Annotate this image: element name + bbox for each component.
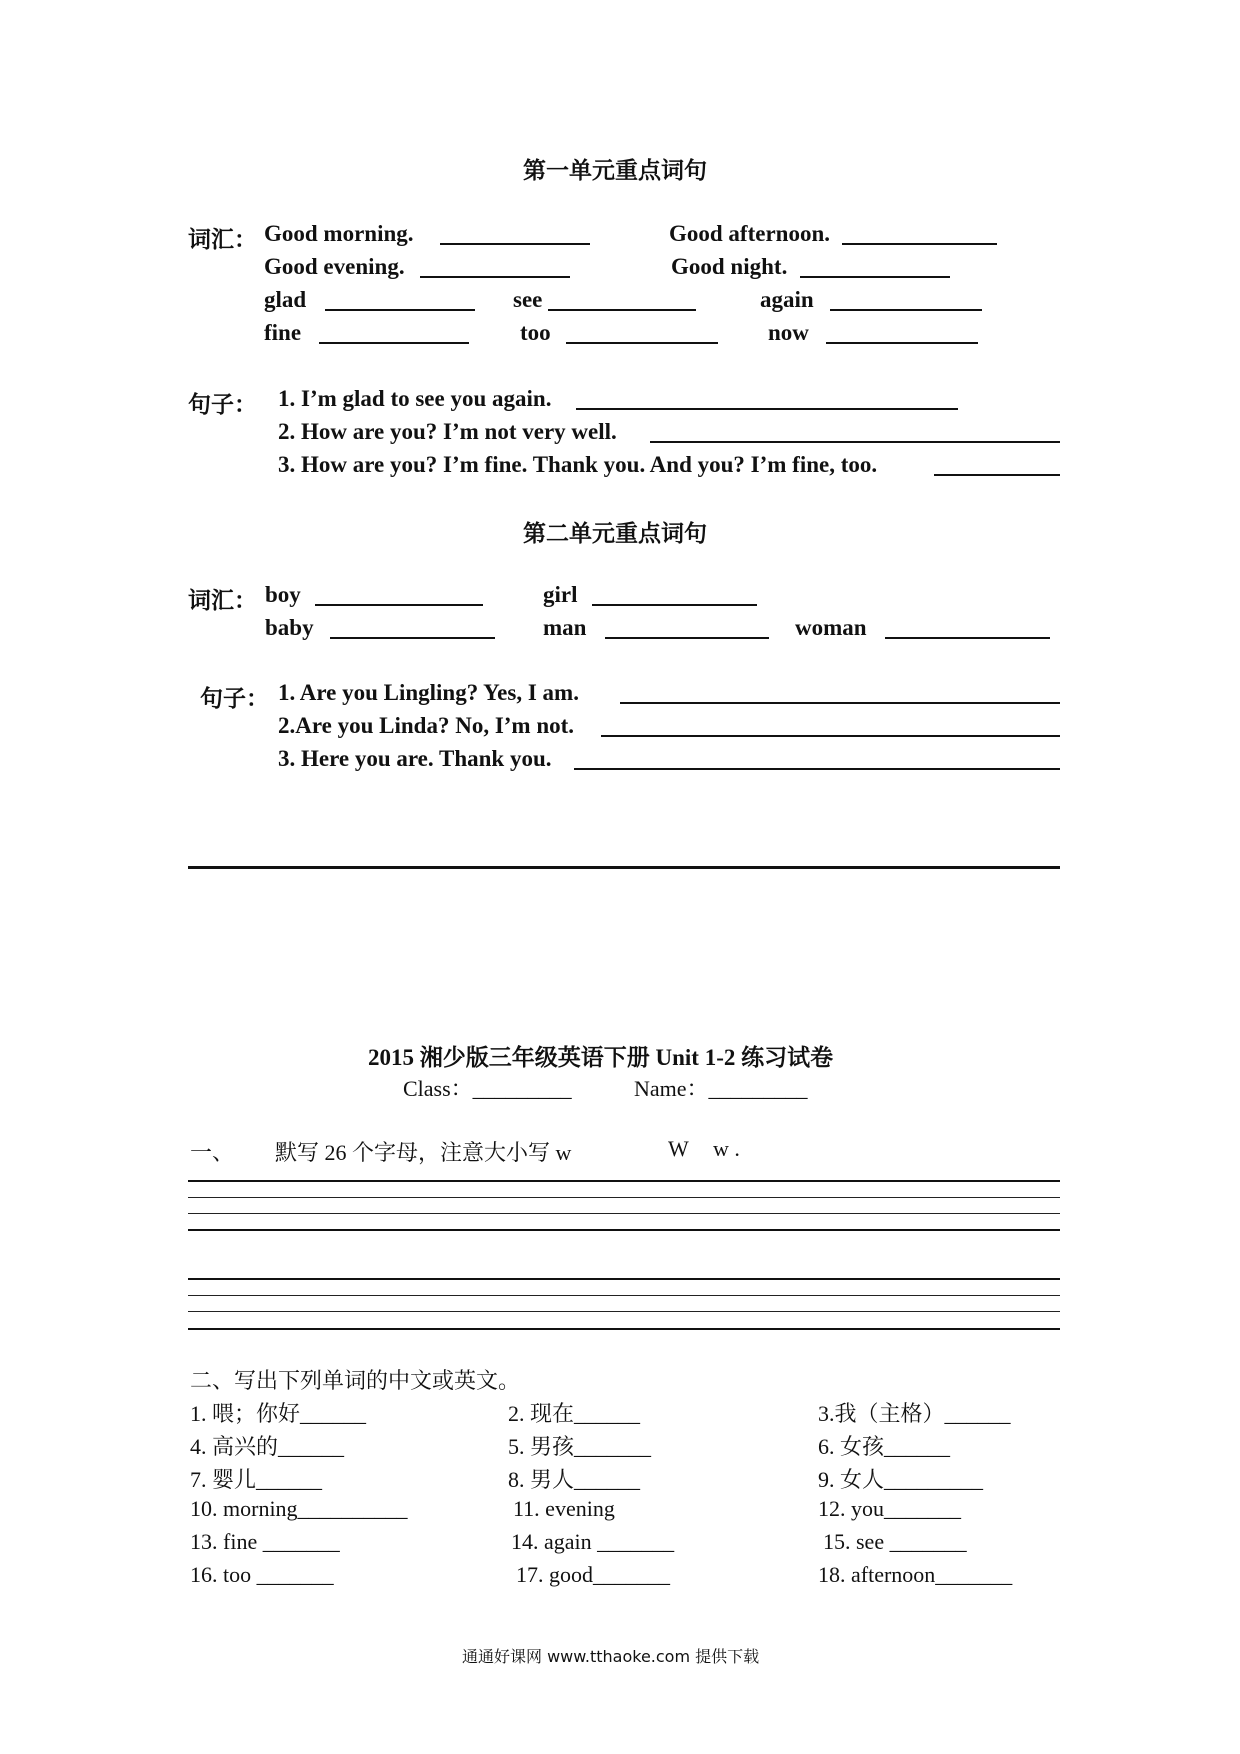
section1-example-upper: W	[668, 1136, 689, 1161]
list-item: 14. again _______	[511, 1529, 675, 1554]
list-item: 2. 现在______	[508, 1401, 641, 1426]
list-item: 11. evening	[513, 1496, 615, 1521]
section1-example-lower: w .	[713, 1136, 740, 1161]
writing-line[interactable]	[188, 1213, 1060, 1214]
section2-title: 二、写出下列单词的中文或英文。	[190, 1368, 521, 1393]
unit2-sentence-label: 句子：	[200, 686, 269, 711]
word-fine: fine	[264, 320, 302, 345]
unit1-vocab-label: 词汇：	[188, 227, 257, 252]
unit1-sentence-2: 2. How are you? I’m not very well.	[278, 419, 617, 444]
unit1-sentence-1: 1. I’m glad to see you again.	[278, 386, 552, 411]
unit2-sentence-2: 2.Are you Linda? No, I’m not.	[278, 713, 575, 738]
blank-good-morning[interactable]	[440, 243, 590, 245]
unit2-sentence-3: 3. Here you are. Thank you.	[278, 746, 552, 771]
blank-too[interactable]	[566, 342, 718, 344]
list-item: 7. 婴儿______	[190, 1467, 323, 1492]
list-item: 1. 喂；你好______	[190, 1401, 367, 1426]
blank-unit2-sentence-2[interactable]	[601, 735, 1060, 737]
blank-good-evening[interactable]	[420, 276, 570, 278]
writing-line[interactable]	[188, 1311, 1060, 1312]
blank-unit1-sentence-3[interactable]	[934, 474, 1060, 476]
unit1-sentence-label: 句子：	[188, 392, 257, 417]
name-label: Name：_________	[634, 1076, 808, 1101]
unit1-title: 第一单元重点词句	[523, 158, 707, 183]
section1-instruction: 默写 26 个字母，注意大小写 w	[275, 1140, 572, 1165]
word-good-afternoon: Good afternoon.	[669, 221, 830, 246]
list-item: 8. 男人______	[508, 1467, 641, 1492]
blank-fine[interactable]	[319, 342, 469, 344]
list-item: 15. see _______	[823, 1529, 967, 1554]
word-glad: glad	[264, 287, 307, 312]
list-item: 16. too _______	[190, 1562, 334, 1587]
word-too: too	[520, 320, 551, 345]
blank-good-night[interactable]	[800, 276, 950, 278]
list-item: 4. 高兴的______	[190, 1434, 345, 1459]
word-good-night: Good night.	[671, 254, 788, 279]
list-item: 6. 女孩______	[818, 1434, 951, 1459]
blank-unit2-sentence-1[interactable]	[620, 702, 1060, 704]
blank-woman[interactable]	[885, 637, 1050, 639]
word-again: again	[760, 287, 814, 312]
list-item: 13. fine _______	[190, 1529, 340, 1554]
writing-line[interactable]	[188, 1295, 1060, 1296]
blank-unit2-sentence-3[interactable]	[574, 768, 1060, 770]
word-girl: girl	[543, 582, 578, 607]
unit2-title: 第二单元重点词句	[523, 521, 707, 546]
blank-now[interactable]	[826, 342, 978, 344]
word-baby: baby	[265, 615, 314, 640]
blank-unit1-sentence-1[interactable]	[576, 408, 958, 410]
blank-baby[interactable]	[330, 637, 495, 639]
list-item: 17. good_______	[516, 1562, 670, 1587]
section-separator	[188, 866, 1060, 869]
list-item: 5. 男孩_______	[508, 1434, 652, 1459]
unit1-sentence-3: 3. How are you? I’m fine. Thank you. And you? I’m fine, too.	[278, 452, 878, 477]
list-item: 12. you_______	[818, 1496, 961, 1521]
list-item: 18. afternoon_______	[818, 1562, 1013, 1587]
writing-line[interactable]	[188, 1328, 1060, 1330]
footer-source: 通通好课网 www.tthaoke.com 提供下载	[462, 1647, 760, 1666]
word-good-evening: Good evening.	[264, 254, 405, 279]
list-item: 9. 女人_________	[818, 1467, 984, 1492]
word-see: see	[513, 287, 543, 312]
word-good-morning: Good morning.	[264, 221, 414, 246]
list-item: 3.我（主格）______	[818, 1401, 1011, 1426]
blank-girl[interactable]	[592, 604, 757, 606]
word-now: now	[768, 320, 809, 345]
word-man: man	[543, 615, 587, 640]
blank-man[interactable]	[605, 637, 769, 639]
exam-title: 2015 湘少版三年级英语下册 Unit 1-2 练习试卷	[368, 1045, 834, 1070]
unit2-vocab-label: 词汇：	[188, 588, 257, 613]
writing-line[interactable]	[188, 1229, 1060, 1231]
blank-glad[interactable]	[325, 309, 475, 311]
blank-again[interactable]	[830, 309, 982, 311]
section1-number: 一、	[190, 1140, 235, 1165]
writing-line[interactable]	[188, 1278, 1060, 1280]
blank-unit1-sentence-2[interactable]	[650, 441, 1060, 443]
blank-see[interactable]	[548, 309, 696, 311]
list-item: 10. morning__________	[190, 1496, 408, 1521]
blank-good-afternoon[interactable]	[842, 243, 997, 245]
unit2-sentence-1: 1. Are you Lingling? Yes, I am.	[278, 680, 579, 705]
class-label: Class：_________	[403, 1076, 572, 1101]
word-boy: boy	[265, 582, 301, 607]
writing-line[interactable]	[188, 1180, 1060, 1182]
word-woman: woman	[795, 615, 867, 640]
blank-boy[interactable]	[315, 604, 483, 606]
writing-line[interactable]	[188, 1197, 1060, 1198]
